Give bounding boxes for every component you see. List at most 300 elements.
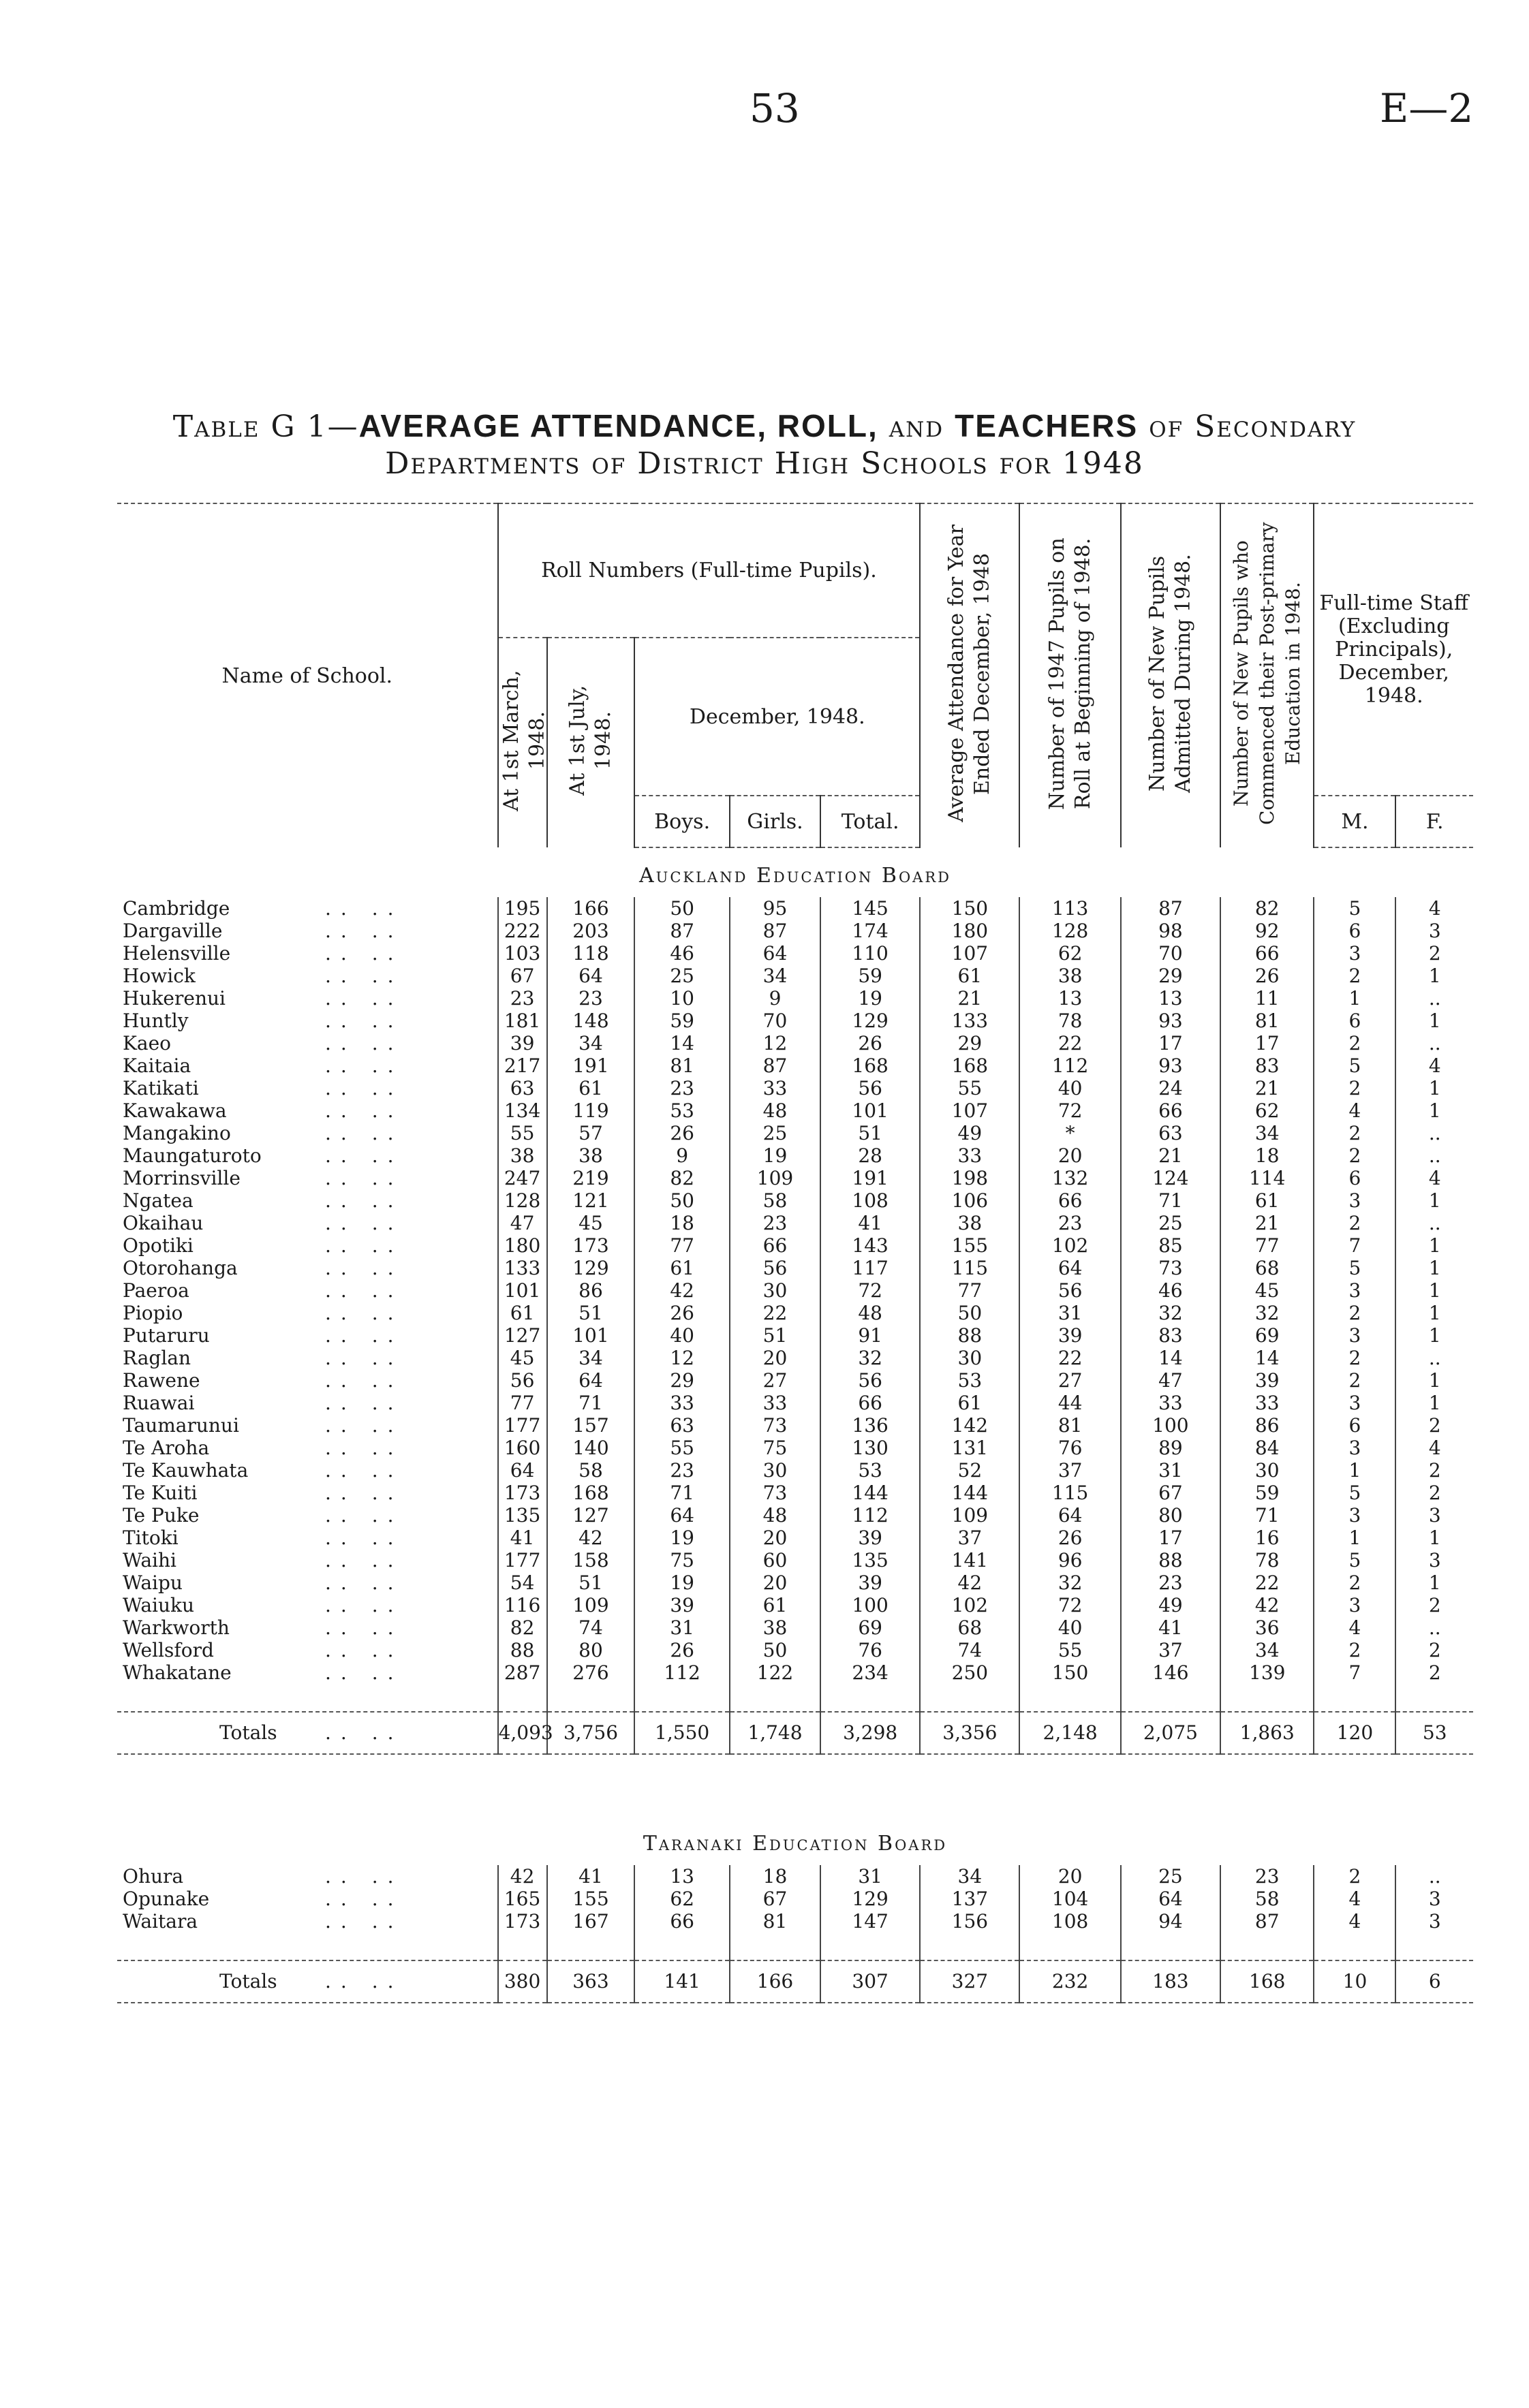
cell-p1947: 104 [1019,1888,1120,1910]
cell-f: 1 [1395,1234,1473,1257]
cell-m: 6 [1314,1414,1395,1437]
cell-july: 363 [547,1960,635,2003]
school-name: Rawene [123,1369,200,1392]
cell-p1947: 62 [1019,942,1120,965]
cell-newp: 31 [1121,1459,1220,1482]
cell-july: 219 [547,1167,635,1189]
title-prefix: Table G 1— [172,409,359,444]
cell-p1947: 27 [1019,1369,1120,1392]
cell-p1947: 38 [1019,965,1120,987]
school-name-cell [117,1189,498,1212]
school-name-cell [117,1437,498,1459]
school-name-cell [117,1661,498,1684]
cell-avg: 168 [920,1054,1019,1077]
school-name-cell [117,920,498,942]
cell-total: 100 [820,1594,920,1616]
cell-f: .. [1395,1032,1473,1054]
title-bold-2: TEACHERS [955,408,1139,443]
cell-f: .. [1395,1122,1473,1144]
school-name-cell [117,1482,498,1504]
cell-f: 2 [1395,1661,1473,1684]
cell-avg: 61 [920,965,1019,987]
cell-total: 117 [820,1257,920,1279]
school-name: Mangakino [123,1122,231,1144]
school-name: Totals [219,1721,277,1744]
leader-dots: .. .. [325,965,403,987]
cell-f: 4 [1395,897,1473,920]
cell-avg: 38 [920,1212,1019,1234]
cell-july: 148 [547,1010,635,1032]
cell-newp: 37 [1121,1639,1220,1661]
table-row [117,942,1473,965]
cell-july: 109 [547,1594,635,1616]
school-name-cell [117,1369,498,1392]
cell-avg: 34 [920,1865,1019,1888]
cell-p1947: * [1019,1122,1120,1144]
cell-p1947: 23 [1019,1212,1120,1234]
school-name-cell [117,987,498,1010]
cell-m: 5 [1314,1054,1395,1077]
cell-march: 42 [498,1865,547,1888]
cell-post: 17 [1220,1032,1314,1054]
cell-total: 145 [820,897,920,920]
cell-march: 222 [498,920,547,942]
cell-p1947: 37 [1019,1459,1120,1482]
cell-march: 173 [498,1910,547,1933]
cell-boys: 77 [634,1234,730,1257]
leader-dots: .. .. [325,1234,403,1257]
cell-newp: 41 [1121,1616,1220,1639]
table-row [117,1302,1473,1324]
cell-total: 56 [820,1369,920,1392]
cell-march: 127 [498,1324,547,1347]
school-name-cell [117,1257,498,1279]
cell-m: 7 [1314,1234,1395,1257]
cell-march: 23 [498,987,547,1010]
cell-avg: 49 [920,1122,1019,1144]
title-and: and [889,409,944,444]
table-row [117,1347,1473,1369]
school-name-cell [117,1888,498,1910]
leader-dots: .. .. [325,1888,403,1910]
cell-july: 127 [547,1504,635,1527]
school-name-cell [117,1054,498,1077]
leader-dots: .. .. [325,1302,403,1324]
school-name: Ruawai [123,1392,195,1414]
table-row [117,1527,1473,1549]
cell-m: 3 [1314,942,1395,965]
cell-total: 3,298 [820,1712,920,1754]
leader-dots: .. .. [325,1549,403,1572]
page-number: 53 [750,85,800,131]
school-name: Te Kauwhata [123,1459,249,1482]
cell-m: 4 [1314,1616,1395,1639]
cell-avg: 42 [920,1572,1019,1594]
cell-girls: 9 [730,987,820,1010]
cell-p1947: 40 [1019,1616,1120,1639]
cell-post: 83 [1220,1054,1314,1077]
school-name-cell [117,1527,498,1549]
cell-post: 82 [1220,897,1314,920]
school-name: Hukerenui [123,987,226,1010]
cell-march: 101 [498,1279,547,1302]
table-row [117,987,1473,1010]
school-name-cell [117,1459,498,1482]
cell-total: 31 [820,1865,920,1888]
school-name-cell [117,1122,498,1144]
table-row [117,1661,1473,1684]
cell-march: 217 [498,1054,547,1077]
school-name: Opunake [123,1888,210,1910]
cell-f: 1 [1395,1392,1473,1414]
cell-boys: 61 [634,1257,730,1279]
cell-f: 1 [1395,1099,1473,1122]
cell-m: 1 [1314,1527,1395,1549]
cell-july: 41 [547,1865,635,1888]
report-code: E—2 [1380,85,1474,131]
cell-girls: 56 [730,1257,820,1279]
cell-f: 2 [1395,1459,1473,1482]
col-1947-pupils: Number of 1947 Pupils on Roll at Beginning of 1948. [1019,503,1120,847]
cell-p1947: 13 [1019,987,1120,1010]
cell-f: .. [1395,1865,1473,1888]
table-row [117,1324,1473,1347]
cell-girls: 1,748 [730,1712,820,1754]
cell-total: 28 [820,1144,920,1167]
cell-avg: 327 [920,1960,1019,2003]
cell-total: 168 [820,1054,920,1077]
cell-newp: 71 [1121,1189,1220,1212]
cell-march: 39 [498,1032,547,1054]
cell-newp: 146 [1121,1661,1220,1684]
cell-girls: 22 [730,1302,820,1324]
cell-march: 4,093 [498,1712,547,1754]
cell-avg: 77 [920,1279,1019,1302]
cell-f: .. [1395,1616,1473,1639]
cell-p1947: 44 [1019,1392,1120,1414]
cell-newp: 98 [1121,920,1220,942]
school-name-cell [117,1865,498,1888]
cell-boys: 26 [634,1302,730,1324]
cell-post: 34 [1220,1122,1314,1144]
cell-total: 130 [820,1437,920,1459]
cell-total: 51 [820,1122,920,1144]
cell-avg: 107 [920,942,1019,965]
col-staff-m: M. [1314,796,1395,847]
cell-avg: 68 [920,1616,1019,1639]
cell-girls: 19 [730,1144,820,1167]
cell-boys: 23 [634,1459,730,1482]
leader-dots: .. .. [325,1616,403,1639]
cell-girls: 48 [730,1504,820,1527]
cell-avg: 61 [920,1392,1019,1414]
cell-f: .. [1395,1144,1473,1167]
cell-p1947: 108 [1019,1910,1120,1933]
school-name: Warkworth [123,1616,230,1639]
cell-total: 174 [820,920,920,942]
cell-boys: 81 [634,1054,730,1077]
school-name-cell [117,1144,498,1167]
cell-p1947: 112 [1019,1054,1120,1077]
cell-f: .. [1395,1212,1473,1234]
cell-boys: 53 [634,1099,730,1122]
leader-dots: .. .. [325,1414,403,1437]
cell-girls: 27 [730,1369,820,1392]
table-row [117,1212,1473,1234]
cell-july: 74 [547,1616,635,1639]
leader-dots: .. .. [325,1324,403,1347]
cell-f: 3 [1395,1549,1473,1572]
cell-boys: 40 [634,1324,730,1347]
cell-girls: 122 [730,1661,820,1684]
cell-post: 168 [1220,1960,1314,2003]
cell-newp: 100 [1121,1414,1220,1437]
cell-post: 86 [1220,1414,1314,1437]
cell-post: 14 [1220,1347,1314,1369]
cell-july: 71 [547,1392,635,1414]
cell-july: 51 [547,1572,635,1594]
board-name: Auckland Education Board [638,864,951,888]
cell-m: 2 [1314,1572,1395,1594]
leader-dots: .. .. [325,1910,403,1933]
cell-newp: 46 [1121,1279,1220,1302]
cell-avg: 150 [920,897,1019,920]
school-name: Waiuku [123,1594,195,1616]
cell-p1947: 96 [1019,1549,1120,1572]
cell-m: 2 [1314,1212,1395,1234]
cell-boys: 29 [634,1369,730,1392]
cell-avg: 144 [920,1482,1019,1504]
cell-boys: 18 [634,1212,730,1234]
leader-dots: .. .. [325,920,403,942]
school-name-cell [117,897,498,920]
cell-m: 4 [1314,1888,1395,1910]
cell-m: 4 [1314,1910,1395,1933]
school-name: Kawakawa [123,1099,227,1122]
leader-dots: .. .. [325,1369,403,1392]
cell-p1947: 76 [1019,1437,1120,1459]
col-boys: Boys. [634,796,730,847]
cell-march: 287 [498,1661,547,1684]
cell-march: 82 [498,1616,547,1639]
cell-post: 26 [1220,965,1314,987]
cell-july: 121 [547,1189,635,1212]
school-name-cell [117,1594,498,1616]
cell-boys: 141 [634,1960,730,2003]
cell-july: 34 [547,1347,635,1369]
col-staff-f: F. [1395,796,1473,847]
school-name: Katikati [123,1077,199,1099]
cell-m: 2 [1314,1369,1395,1392]
cell-newp: 49 [1121,1594,1220,1616]
cell-girls: 51 [730,1324,820,1347]
table-row [117,1279,1473,1302]
cell-post: 11 [1220,987,1314,1010]
cell-f: 1 [1395,1010,1473,1032]
school-name-cell [117,1279,498,1302]
cell-avg: 21 [920,987,1019,1010]
cell-july: 173 [547,1234,635,1257]
cell-total: 39 [820,1572,920,1594]
cell-p1947: 2,148 [1019,1712,1120,1754]
cell-m: 2 [1314,1032,1395,1054]
cell-total: 66 [820,1392,920,1414]
cell-newp: 13 [1121,987,1220,1010]
cell-boys: 33 [634,1392,730,1414]
leader-dots: .. .. [325,1459,403,1482]
cell-newp: 17 [1121,1032,1220,1054]
totals-row [117,1960,1473,2003]
cell-girls: 20 [730,1347,820,1369]
table-row [117,1257,1473,1279]
cell-girls: 75 [730,1437,820,1459]
cell-avg: 155 [920,1234,1019,1257]
cell-total: 110 [820,942,920,965]
cell-m: 3 [1314,1504,1395,1527]
cell-post: 34 [1220,1639,1314,1661]
title-bold: AVERAGE ATTENDANCE, ROLL, [358,408,878,443]
cell-march: 177 [498,1549,547,1572]
cell-m: 5 [1314,1257,1395,1279]
cell-boys: 26 [634,1639,730,1661]
cell-post: 45 [1220,1279,1314,1302]
table-row [117,1099,1473,1122]
col-at-1st-july: At 1st July, 1948. [547,638,635,847]
cell-march: 247 [498,1167,547,1189]
cell-july: 58 [547,1459,635,1482]
cell-m: 2 [1314,1347,1395,1369]
cell-avg: 30 [920,1347,1019,1369]
cell-avg: 141 [920,1549,1019,1572]
cell-girls: 20 [730,1572,820,1594]
cell-march: 165 [498,1888,547,1910]
school-name: Totals [219,1970,277,1992]
cell-p1947: 39 [1019,1324,1120,1347]
leader-dots: .. .. [325,1189,403,1212]
cell-march: 181 [498,1010,547,1032]
col-average-attendance: Average Attendance for Year Ended December, 1948 [920,503,1019,847]
school-name-cell [117,1549,498,1572]
cell-total: 147 [820,1910,920,1933]
cell-newp: 88 [1121,1549,1220,1572]
cell-march: 88 [498,1639,547,1661]
table-row [117,965,1473,987]
cell-avg: 137 [920,1888,1019,1910]
leader-dots: .. .. [325,1721,403,1744]
table-subtitle: Departments of District High Schools for 1948 [385,446,1144,481]
cell-newp: 32 [1121,1302,1220,1324]
cell-newp: 47 [1121,1369,1220,1392]
cell-f: 1 [1395,1257,1473,1279]
school-name: Huntly [123,1010,189,1032]
cell-post: 21 [1220,1212,1314,1234]
cell-newp: 24 [1121,1077,1220,1099]
cell-avg: 250 [920,1661,1019,1684]
cell-march: 160 [498,1437,547,1459]
cell-july: 51 [547,1302,635,1324]
cell-newp: 124 [1121,1167,1220,1189]
cell-boys: 87 [634,920,730,942]
cell-p1947: 102 [1019,1234,1120,1257]
cell-f: 1 [1395,1302,1473,1324]
cell-p1947: 115 [1019,1482,1120,1504]
table-row [117,1865,1473,1888]
school-name: Titoki [123,1527,179,1549]
school-name: Ohura [123,1865,184,1888]
cell-total: 307 [820,1960,920,2003]
cell-girls: 66 [730,1234,820,1257]
cell-boys: 59 [634,1010,730,1032]
cell-boys: 62 [634,1888,730,1910]
school-name: Te Kuiti [123,1482,198,1504]
leader-dots: .. .. [325,1010,403,1032]
cell-newp: 73 [1121,1257,1220,1279]
cell-post: 39 [1220,1369,1314,1392]
table-row [117,1234,1473,1257]
table-row [117,1482,1473,1504]
cell-post: 16 [1220,1527,1314,1549]
cell-july: 64 [547,1369,635,1392]
cell-boys: 1,550 [634,1712,730,1754]
cell-total: 129 [820,1010,920,1032]
cell-march: 63 [498,1077,547,1099]
cell-total: 76 [820,1639,920,1661]
school-name: Waihi [123,1549,176,1572]
cell-boys: 46 [634,942,730,965]
cell-total: 144 [820,1482,920,1504]
col-december: December, 1948. [634,638,920,796]
cell-total: 39 [820,1527,920,1549]
cell-post: 22 [1220,1572,1314,1594]
school-name-cell [117,1324,498,1347]
cell-p1947: 32 [1019,1572,1120,1594]
cell-boys: 112 [634,1661,730,1684]
leader-dots: .. .. [325,897,403,920]
leader-dots: .. .. [325,1054,403,1077]
cell-f: 3 [1395,1888,1473,1910]
cell-july: 118 [547,942,635,965]
table-row [117,1572,1473,1594]
cell-total: 72 [820,1279,920,1302]
cell-p1947: 113 [1019,897,1120,920]
school-name-cell [117,965,498,987]
cell-f: .. [1395,987,1473,1010]
cell-m: 2 [1314,1144,1395,1167]
cell-post: 23 [1220,1865,1314,1888]
board-name: Taranaki Education Board [643,1832,948,1856]
cell-p1947: 40 [1019,1077,1120,1099]
school-name: Whakatane [123,1661,232,1684]
leader-dots: .. .. [325,1594,403,1616]
cell-march: 67 [498,965,547,987]
cell-newp: 80 [1121,1504,1220,1527]
cell-avg: 107 [920,1099,1019,1122]
school-name-cell [117,1212,498,1234]
cell-march: 38 [498,1144,547,1167]
school-name: Piopio [123,1302,183,1324]
cell-p1947: 20 [1019,1865,1120,1888]
school-name: Howick [123,965,196,987]
cell-girls: 87 [730,920,820,942]
table-row [117,1504,1473,1527]
school-name-cell [117,1077,498,1099]
cell-avg: 37 [920,1527,1019,1549]
leader-dots: .. .. [325,1865,403,1888]
board-heading [117,1816,1473,1865]
cell-post: 36 [1220,1616,1314,1639]
cell-newp: 14 [1121,1347,1220,1369]
cell-boys: 14 [634,1032,730,1054]
